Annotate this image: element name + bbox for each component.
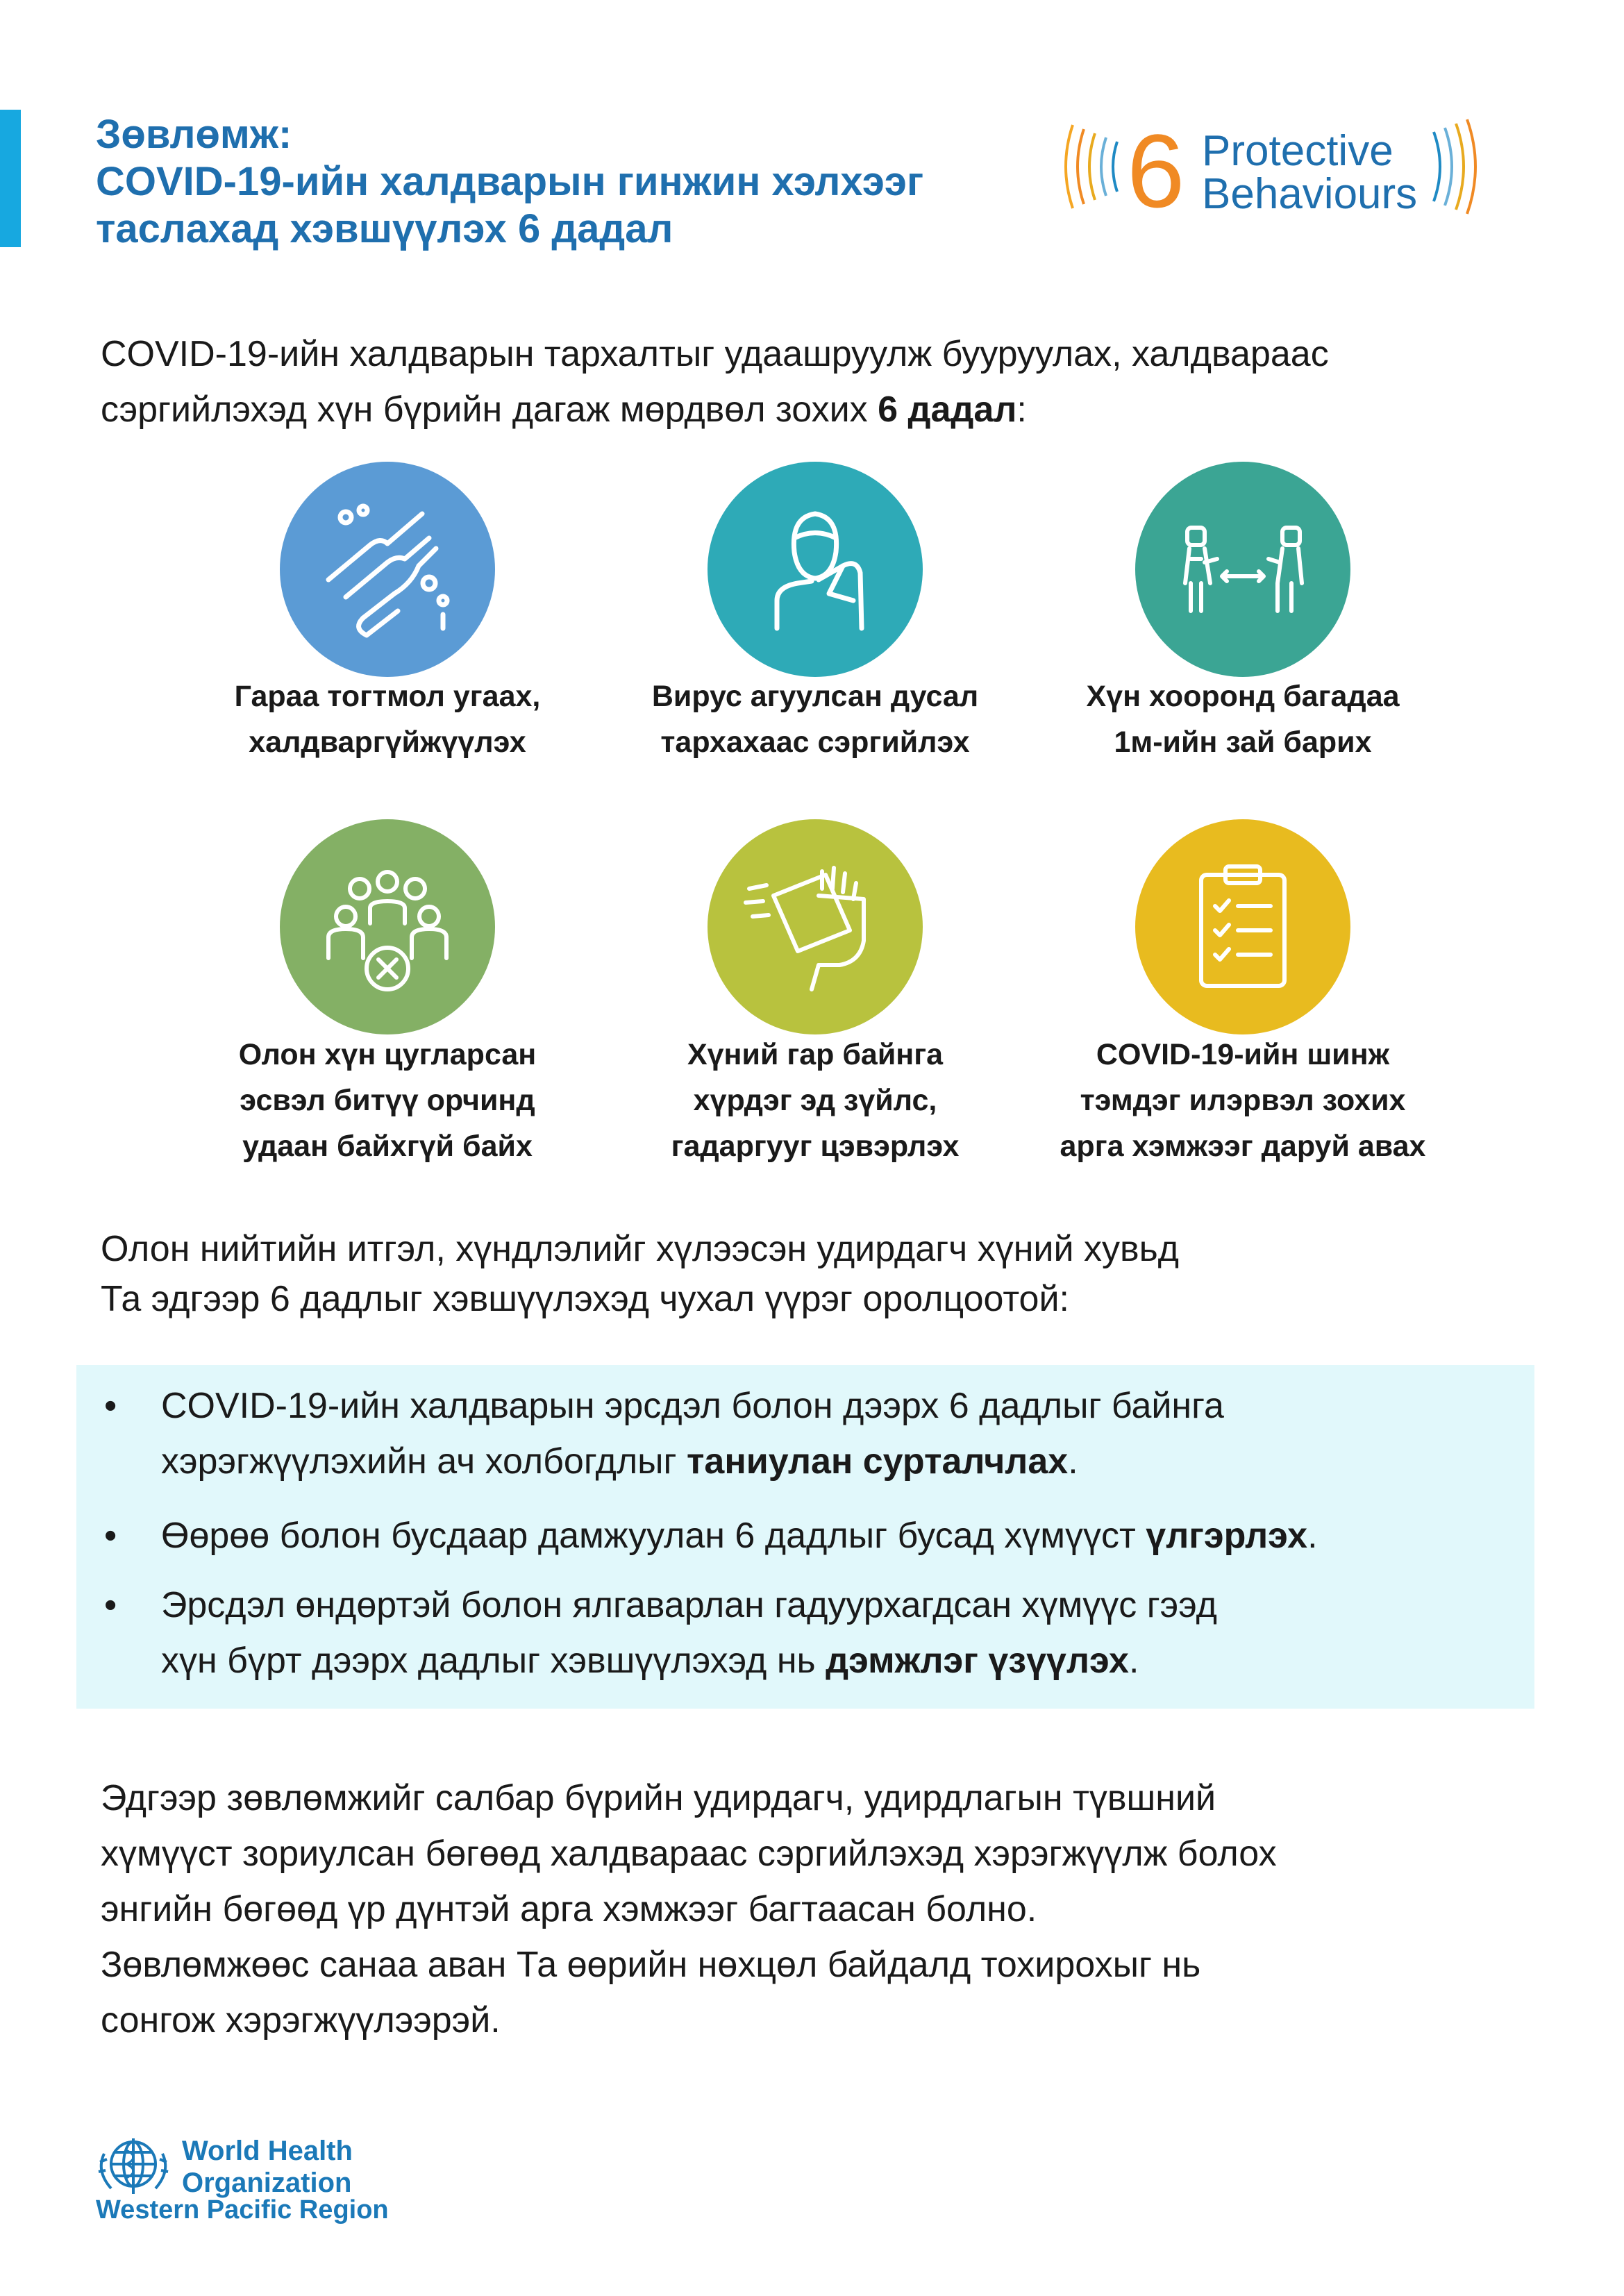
cough-circle (708, 462, 923, 677)
page-title (96, 111, 1137, 253)
intro-line-1: COVID-19-ийн халдварын тархалтыг удаашруулж бууруулах, халдвараас (101, 334, 1329, 374)
handwash-icon (280, 462, 495, 677)
who-name: World Health Organization (182, 2136, 353, 2198)
logo-arcs-right-icon (1434, 119, 1475, 214)
intro-line-2: сэргийлэхэд хүн бүрийн дагаж мөрдвөл зохих 6 дадал: (101, 389, 1027, 430)
behaviour-caption-6: COVID-19-ийн шинж тэмдэг илэрвэл зохих арга хэмжээг даруй авах (1060, 1038, 1426, 1163)
logo-word-2: Behaviours (1202, 170, 1418, 218)
title-line-3: таслахад хэвшүүлэх 6 дадал (96, 206, 673, 251)
behaviour-caption-2: Вирус агуулсан дусал тархахаас сэргийлэх (651, 680, 979, 759)
six-protective-behaviours-logo (1045, 104, 1489, 229)
wipe-icon (708, 819, 923, 1034)
behaviour-caption-3: Хүн хооронд багадаа 1м-ийн зай барих (1086, 680, 1400, 759)
title-line-1: Зөвлөмж: (96, 112, 292, 157)
who-region: Western Pacific Region (96, 2195, 389, 2224)
wipe-circle (708, 819, 923, 1034)
intro-text (101, 326, 1559, 437)
crowd-circle (280, 819, 495, 1034)
intro-bold: 6 дадал (878, 389, 1017, 430)
title-line-2: COVID-19-ийн халдварын гинжин хэлхээг (96, 159, 924, 204)
behaviour-caption-5: Хүний гар байнга хүрдэг эд зүйлс, гадаргууг цэвэрлэх (671, 1038, 960, 1163)
logo-word-1: Protective (1202, 127, 1393, 175)
closing-paragraph: Эдгээр зөвлөмжийг салбар бүрийн удирдагч, удирдлагын түвшний хүмүүст зориулсан бөгөөд халдвараас сэргийлэхэд хэрэгжүүлж болох энгийн бөгөөд үр дүнтэй арга хэмжээг багтаасан болно. Зөвлөмжөөс санаа аван Та өөрийн нөхцөл байдалд тохирохыг нь сонгож хэрэгжүүлээрэй. (101, 1778, 1277, 2041)
crowd-icon (280, 819, 495, 1034)
logo-arcs-left-icon (1066, 125, 1117, 208)
handwash-circle (280, 462, 495, 677)
behaviour-caption-1: Гараа тогтмол угаах, халдваргүйжүүлэх (234, 680, 541, 759)
distance-icon (1135, 462, 1350, 677)
accent-bar (0, 110, 21, 247)
cough-icon (708, 462, 923, 677)
clipboard-circle (1135, 819, 1350, 1034)
distance-circle (1135, 462, 1350, 677)
behaviour-caption-4: Олон хүн цугларсан эсвэл битүү орчинд удаан байхгүй байх (238, 1038, 537, 1163)
clipboard-icon (1135, 819, 1350, 1034)
logo-number: 6 (1127, 112, 1185, 229)
leaders-paragraph: Олон нийтийн итгэл, хүндлэлийг хүлээсэн удирдагч хүний хувьд Та эдгээр 6 дадлыг хэвшүүлэхэд чухал үүрэг оролцоотой: (101, 1229, 1180, 1319)
who-emblem-icon (90, 2133, 177, 2199)
